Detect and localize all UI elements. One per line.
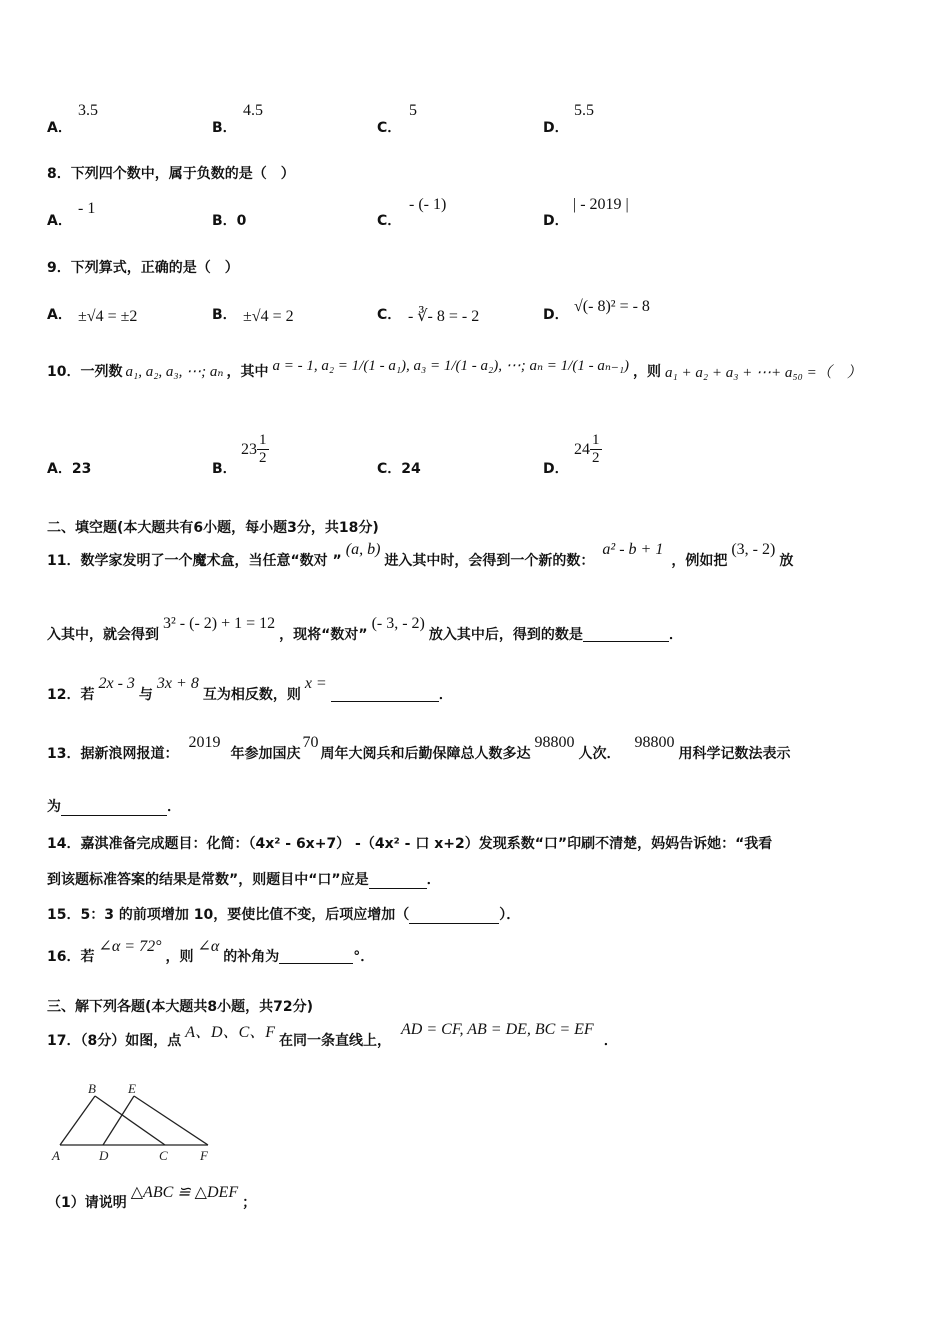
q17-end: ．	[603, 1033, 618, 1049]
q11-line1	[47, 540, 907, 580]
q13-number-1: 98800	[534, 734, 575, 751]
q15-line	[47, 904, 520, 924]
q10-option-b-label: B．	[212, 461, 237, 477]
q16-angle: ∠α	[197, 938, 220, 955]
q12-line	[47, 674, 453, 714]
q12-answer-blank[interactable]	[331, 687, 439, 702]
q10-option-d-denominator: 2	[592, 450, 600, 466]
q17-sub1-expr: △ABC ≌ △DEF	[130, 1184, 239, 1201]
q14-line2-end: ．	[426, 872, 441, 888]
q10-sequence: a₁, a₂, a₃, ⋯; aₙ	[125, 363, 224, 380]
q13-text-2: 年参加国庆	[230, 746, 301, 762]
q10-option-d-label: D．	[543, 461, 569, 477]
q10-option-b-fraction	[257, 432, 269, 467]
q9-option-b-expr: ±√4 = 2	[243, 308, 294, 325]
q17-conditions: AD = CF, AB = DE, BC = EF	[401, 1021, 594, 1038]
q8-option-b-label: B．0	[212, 213, 247, 229]
q9-option-d-label: D．	[543, 307, 569, 323]
q10-option-d-whole: 24	[574, 440, 590, 458]
q11-line2-pair: (- 3, - 2)	[371, 615, 425, 632]
q17-sub1-text: （1）请说明	[47, 1195, 127, 1211]
q13-text-4: 人次．	[578, 746, 621, 762]
q11-line2	[47, 614, 683, 654]
q11-pair: (a, b)	[345, 541, 381, 558]
q10-option-b-value	[241, 432, 269, 467]
q17-points: A、D、C、F	[185, 1023, 276, 1041]
q17-label-b: B	[88, 1081, 96, 1096]
q10-option-c-label: C．24	[377, 461, 421, 477]
q13-number-2: 98800	[634, 734, 675, 751]
q11-line2-text-2: ，现将“数对”	[279, 627, 368, 643]
q10-option-a-label: A．23	[47, 461, 92, 477]
q16-end: °．	[353, 949, 375, 965]
q11-text-2: 进入其中时，会得到一个新的数：	[384, 553, 595, 569]
q9-option-a-expr: ±√4 = ±2	[78, 308, 138, 325]
q15-answer-blank[interactable]	[409, 909, 499, 924]
q10-stem	[47, 346, 862, 396]
q9-option-d-expr: √(- 8)² = - 8	[574, 298, 650, 315]
q8-option-a-label: A．	[47, 213, 72, 229]
q12-text-2: 与	[138, 687, 153, 703]
q7-option-a-value: 3.5	[78, 102, 98, 119]
q10-option-d-numerator: 1	[592, 432, 600, 448]
q12-end: ．	[438, 687, 453, 703]
q10-option-b-numerator: 1	[259, 432, 267, 448]
q9-option-b-label: B．	[212, 307, 237, 323]
q7-option-a-label: A．	[47, 120, 72, 136]
section3-title: 三、解下列各题(本大题共8小题，共72分)	[47, 999, 314, 1015]
q17-text-1: 17．（8分）如图，点	[47, 1033, 182, 1049]
q10-sum-expr: a₁ + a₂ + a₃ + ⋯+ a₅₀ =（ ）	[665, 364, 862, 381]
q11-line2-end: ．	[668, 627, 683, 643]
q9-option-c-expr: - ∛- 8 = - 2	[408, 308, 480, 325]
q10-stem-mid: ，其中	[226, 364, 269, 380]
q17-sub1	[47, 1184, 256, 1220]
q9-stem: 9．下列算式，正确的是（ ）	[47, 260, 239, 276]
q15-end: ）．	[499, 907, 521, 923]
q7-option-c-label: C．	[377, 120, 402, 136]
q10-definition: a = - 1, a₂ = 1/(1 - a₁), a₃ = 1/(1 - a₂), ⋯; aₙ = 1/(1 - aₙ₋₁)	[272, 357, 630, 374]
q13-text-5: 用科学记数法表示	[678, 746, 791, 762]
q13-line1	[47, 733, 790, 773]
q13-line2-end: ．	[167, 799, 181, 815]
q12-expr2: 3x + 8	[156, 675, 199, 692]
q17-label-c: C	[159, 1148, 168, 1163]
q17-sub1-end: ；	[242, 1195, 257, 1211]
q11-answer-blank[interactable]	[583, 627, 669, 642]
q17-segment-ab	[60, 1096, 95, 1145]
q17-label-a: A	[52, 1148, 60, 1163]
q17-figure	[48, 1078, 218, 1168]
q13-anniversary: 70	[302, 734, 319, 751]
q10-option-d-fraction	[590, 432, 602, 467]
q7-option-d-value: 5.5	[574, 102, 594, 119]
q12-text-1: 12．若	[47, 687, 95, 703]
q16-line	[47, 936, 374, 976]
q16-text-2: ，则	[165, 949, 194, 965]
q13-year: 2019	[188, 734, 221, 751]
q11-expr: a² - b + 1	[602, 541, 664, 558]
q13-text-1: 13．据新浪网报道：	[47, 746, 179, 762]
q10-option-d-value	[574, 432, 602, 467]
q12-var: x =	[304, 675, 327, 692]
q7-option-c-value: 5	[409, 102, 417, 119]
q16-text-3: 的补角为	[223, 949, 280, 965]
q16-text-1: 16．若	[47, 949, 95, 965]
q17-label-f: F	[200, 1148, 208, 1163]
q17-label-d: D	[99, 1148, 109, 1163]
q11-text-3: ，例如把	[671, 553, 728, 569]
q16-answer-blank[interactable]	[279, 949, 353, 964]
q13-line2-text: 为	[47, 799, 61, 815]
q8-stem: 8．下列四个数中，属于负数的是（ ）	[47, 166, 295, 182]
q11-line2-text-1: 入其中，就会得到	[47, 627, 159, 643]
q13-line2	[47, 796, 181, 816]
q17-segment-ef	[134, 1096, 208, 1145]
q7-option-d-label: D．	[543, 120, 569, 136]
q10-option-b-whole: 23	[241, 440, 257, 458]
q14-line1: 14．嘉淇准备完成题目：化简：（4x² - 6x+7） -（4x² - 口 x+2）发现系数“口”印刷不清楚，妈妈告诉她：“我看	[47, 836, 773, 852]
q14-line2	[47, 869, 441, 889]
q11-calc: 3² - (- 2) + 1 = 12	[163, 615, 276, 632]
q12-expr1: 2x - 3	[98, 675, 135, 692]
q12-text-3: 互为相反数，则	[202, 687, 301, 703]
q17-text-2: 在同一条直线上，	[279, 1033, 392, 1049]
q8-option-a-value: - 1	[78, 200, 96, 217]
q8-option-c-value: - (- 1)	[409, 196, 447, 213]
q11-text-4: 放	[779, 553, 794, 569]
q13-answer-blank[interactable]	[61, 801, 167, 816]
q14-line2-text: 到该题标准答案的结果是常数”，则题目中“口”应是	[47, 872, 369, 888]
q8-option-c-label: C．	[377, 213, 402, 229]
q14-answer-blank[interactable]	[369, 874, 427, 889]
q11-line2-text-3: 放入其中后，得到的数是	[428, 627, 583, 643]
q11-text-1: 11．数学家发明了一个魔术盒，当任意“数对 ”	[47, 553, 342, 569]
q17-line	[47, 1020, 618, 1060]
q10-stem-then: ，则	[633, 364, 662, 380]
q13-text-3: 周年大阅兵和后勤保障总人数多达	[320, 746, 531, 762]
q9-option-c-label: C．	[377, 307, 402, 323]
q16-expr: ∠α = 72°	[98, 938, 162, 955]
q11-example: (3, - 2)	[731, 541, 776, 558]
section2-title: 二、填空题(本大题共有6小题，每小题3分，共18分)	[47, 520, 379, 536]
q17-label-e: E	[128, 1081, 136, 1096]
q7-option-b-value: 4.5	[243, 102, 263, 119]
q9-option-a-label: A．	[47, 307, 72, 323]
q7-option-b-label: B．	[212, 120, 237, 136]
q8-option-d-label: D．	[543, 213, 569, 229]
q10-stem-prefix: 10．一列数	[47, 364, 123, 380]
q15-text: 15．5：3 的前项增加 10，要使比值不变，后项应增加（	[47, 907, 410, 923]
q8-option-d-value: | - 2019 |	[573, 196, 629, 213]
q10-option-b-denominator: 2	[259, 450, 267, 466]
